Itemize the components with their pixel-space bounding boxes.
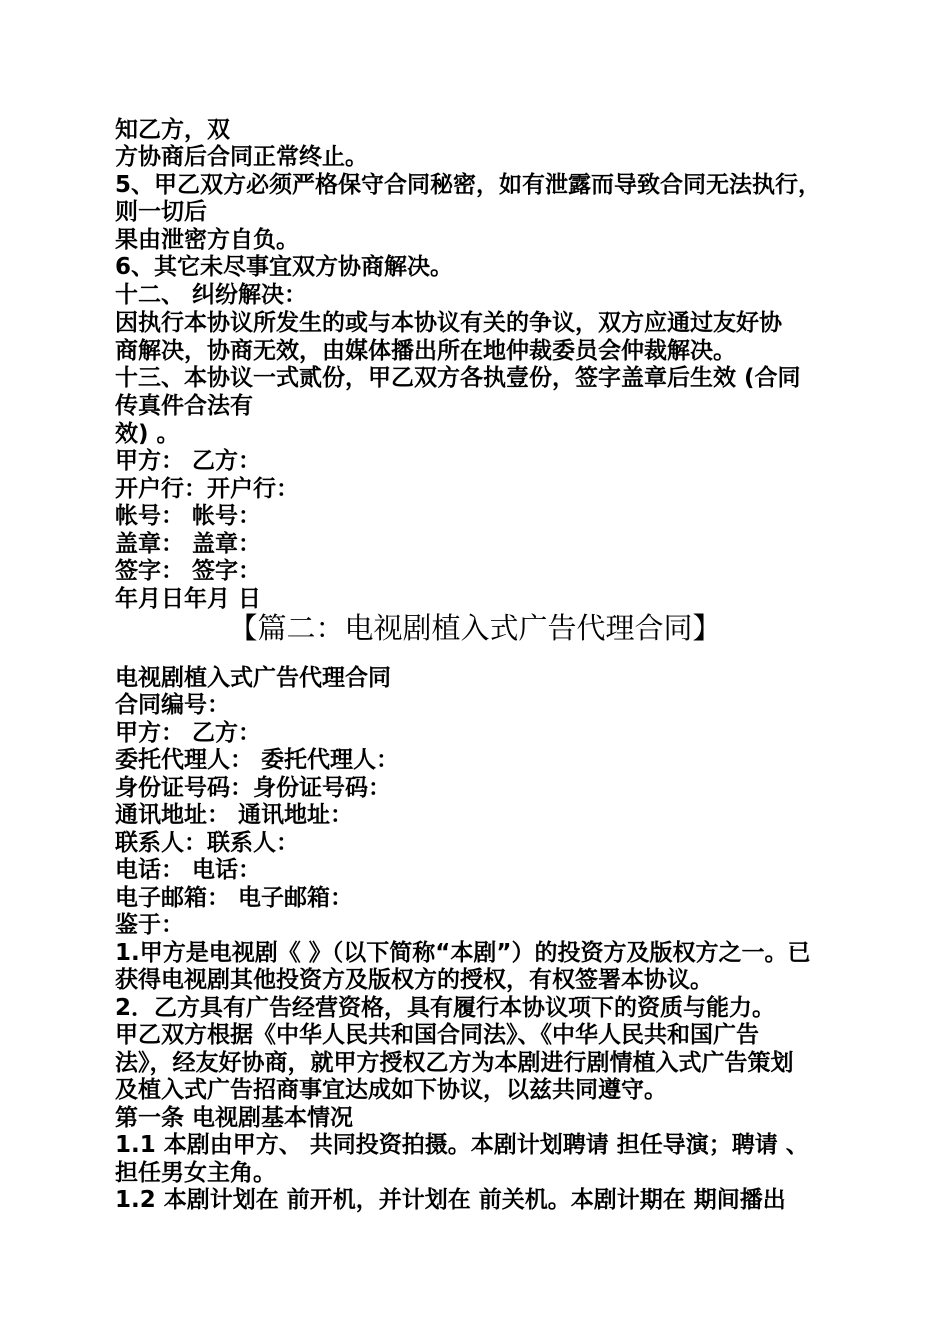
text-line: 因执行本协议所发生的或与本协议有关的争议，双方应通过友好协 (115, 310, 782, 336)
form-field: 通讯地址： 通讯地址： (115, 802, 354, 828)
date-line: 年月日年月 日 (115, 586, 262, 612)
section-title: 【篇二：电视剧植入式广告代理合同】 (228, 611, 722, 645)
text-line: 十三、本协议一式贰份，甲乙双方各执壹份，签字盖章后生效 (合同 (115, 365, 801, 391)
form-field: 电话： 电话： (115, 857, 262, 883)
text-line: 则一切后 (115, 199, 207, 225)
form-field: 委托代理人： 委托代理人： (115, 747, 400, 773)
form-field: 甲方： 乙方： (115, 720, 262, 746)
document-title: 电视剧植入式广告代理合同 (115, 665, 391, 691)
text-line: 鉴于： (115, 912, 184, 938)
text-line: 商解决，协商无效，由媒体播出所在地仲裁委员会仲裁解决。 (115, 338, 736, 364)
article-heading: 第一条 电视剧基本情况 (115, 1105, 354, 1131)
signature-field: 盖章： 盖章： (115, 531, 262, 557)
signature-field: 签字： 签字： (115, 558, 262, 584)
text-line: 6、其它未尽事宜双方协商解决。 (115, 254, 454, 280)
text-line: 及植入式广告招商事宜达成如下协议，以兹共同遵守。 (115, 1077, 667, 1103)
text-line: 1.2 本剧计划在 前开机，并计划在 前关机。本剧计期在 期间播出 (115, 1187, 786, 1213)
form-field: 联系人：联系人： (115, 830, 299, 856)
text-line: 担任男女主角。 (115, 1160, 276, 1186)
form-field: 电子邮箱： 电子邮箱： (115, 885, 354, 911)
text-line: 法》，经友好协商，就甲方授权乙方为本剧进行剧情植入式广告策划 (115, 1050, 794, 1076)
section-heading: 十二、 纠纷解决： (115, 282, 308, 308)
signature-field: 甲方： 乙方： (115, 448, 262, 474)
text-line: 效) 。 (115, 421, 180, 447)
text-line: 方协商后合同正常终止。 (115, 144, 368, 170)
form-field: 合同编号： (115, 692, 230, 718)
text-line: 1.甲方是电视剧《 》（以下简称“本剧”）的投资方及版权方之一。已 (115, 940, 811, 966)
text-line: 传真件合法有 (115, 393, 253, 419)
text-line: 1.1 本剧由甲方、 共同投资拍摄。本剧计划聘请 担任导演；聘请 、 (115, 1132, 809, 1158)
text-line: 获得电视剧其他投资方及版权方的授权，有权签署本协议。 (115, 967, 713, 993)
text-line: 果由泄密方自负。 (115, 227, 299, 253)
text-line: 知乙方，双 (115, 117, 230, 143)
form-field: 身份证号码：身份证号码： (115, 775, 391, 801)
text-line: 5、甲乙双方必须严格保守合同秘密，如有泄露而导致合同无法执行， (115, 172, 822, 198)
text-line: 2．乙方具有广告经营资格，具有履行本协议项下的资质与能力。 (115, 995, 776, 1021)
signature-field: 帐号： 帐号： (115, 503, 262, 529)
signature-field: 开户行：开户行： (115, 476, 299, 502)
text-line: 甲乙双方根据《中华人民共和国合同法》、《中华人民共和国广告 (115, 1022, 759, 1048)
